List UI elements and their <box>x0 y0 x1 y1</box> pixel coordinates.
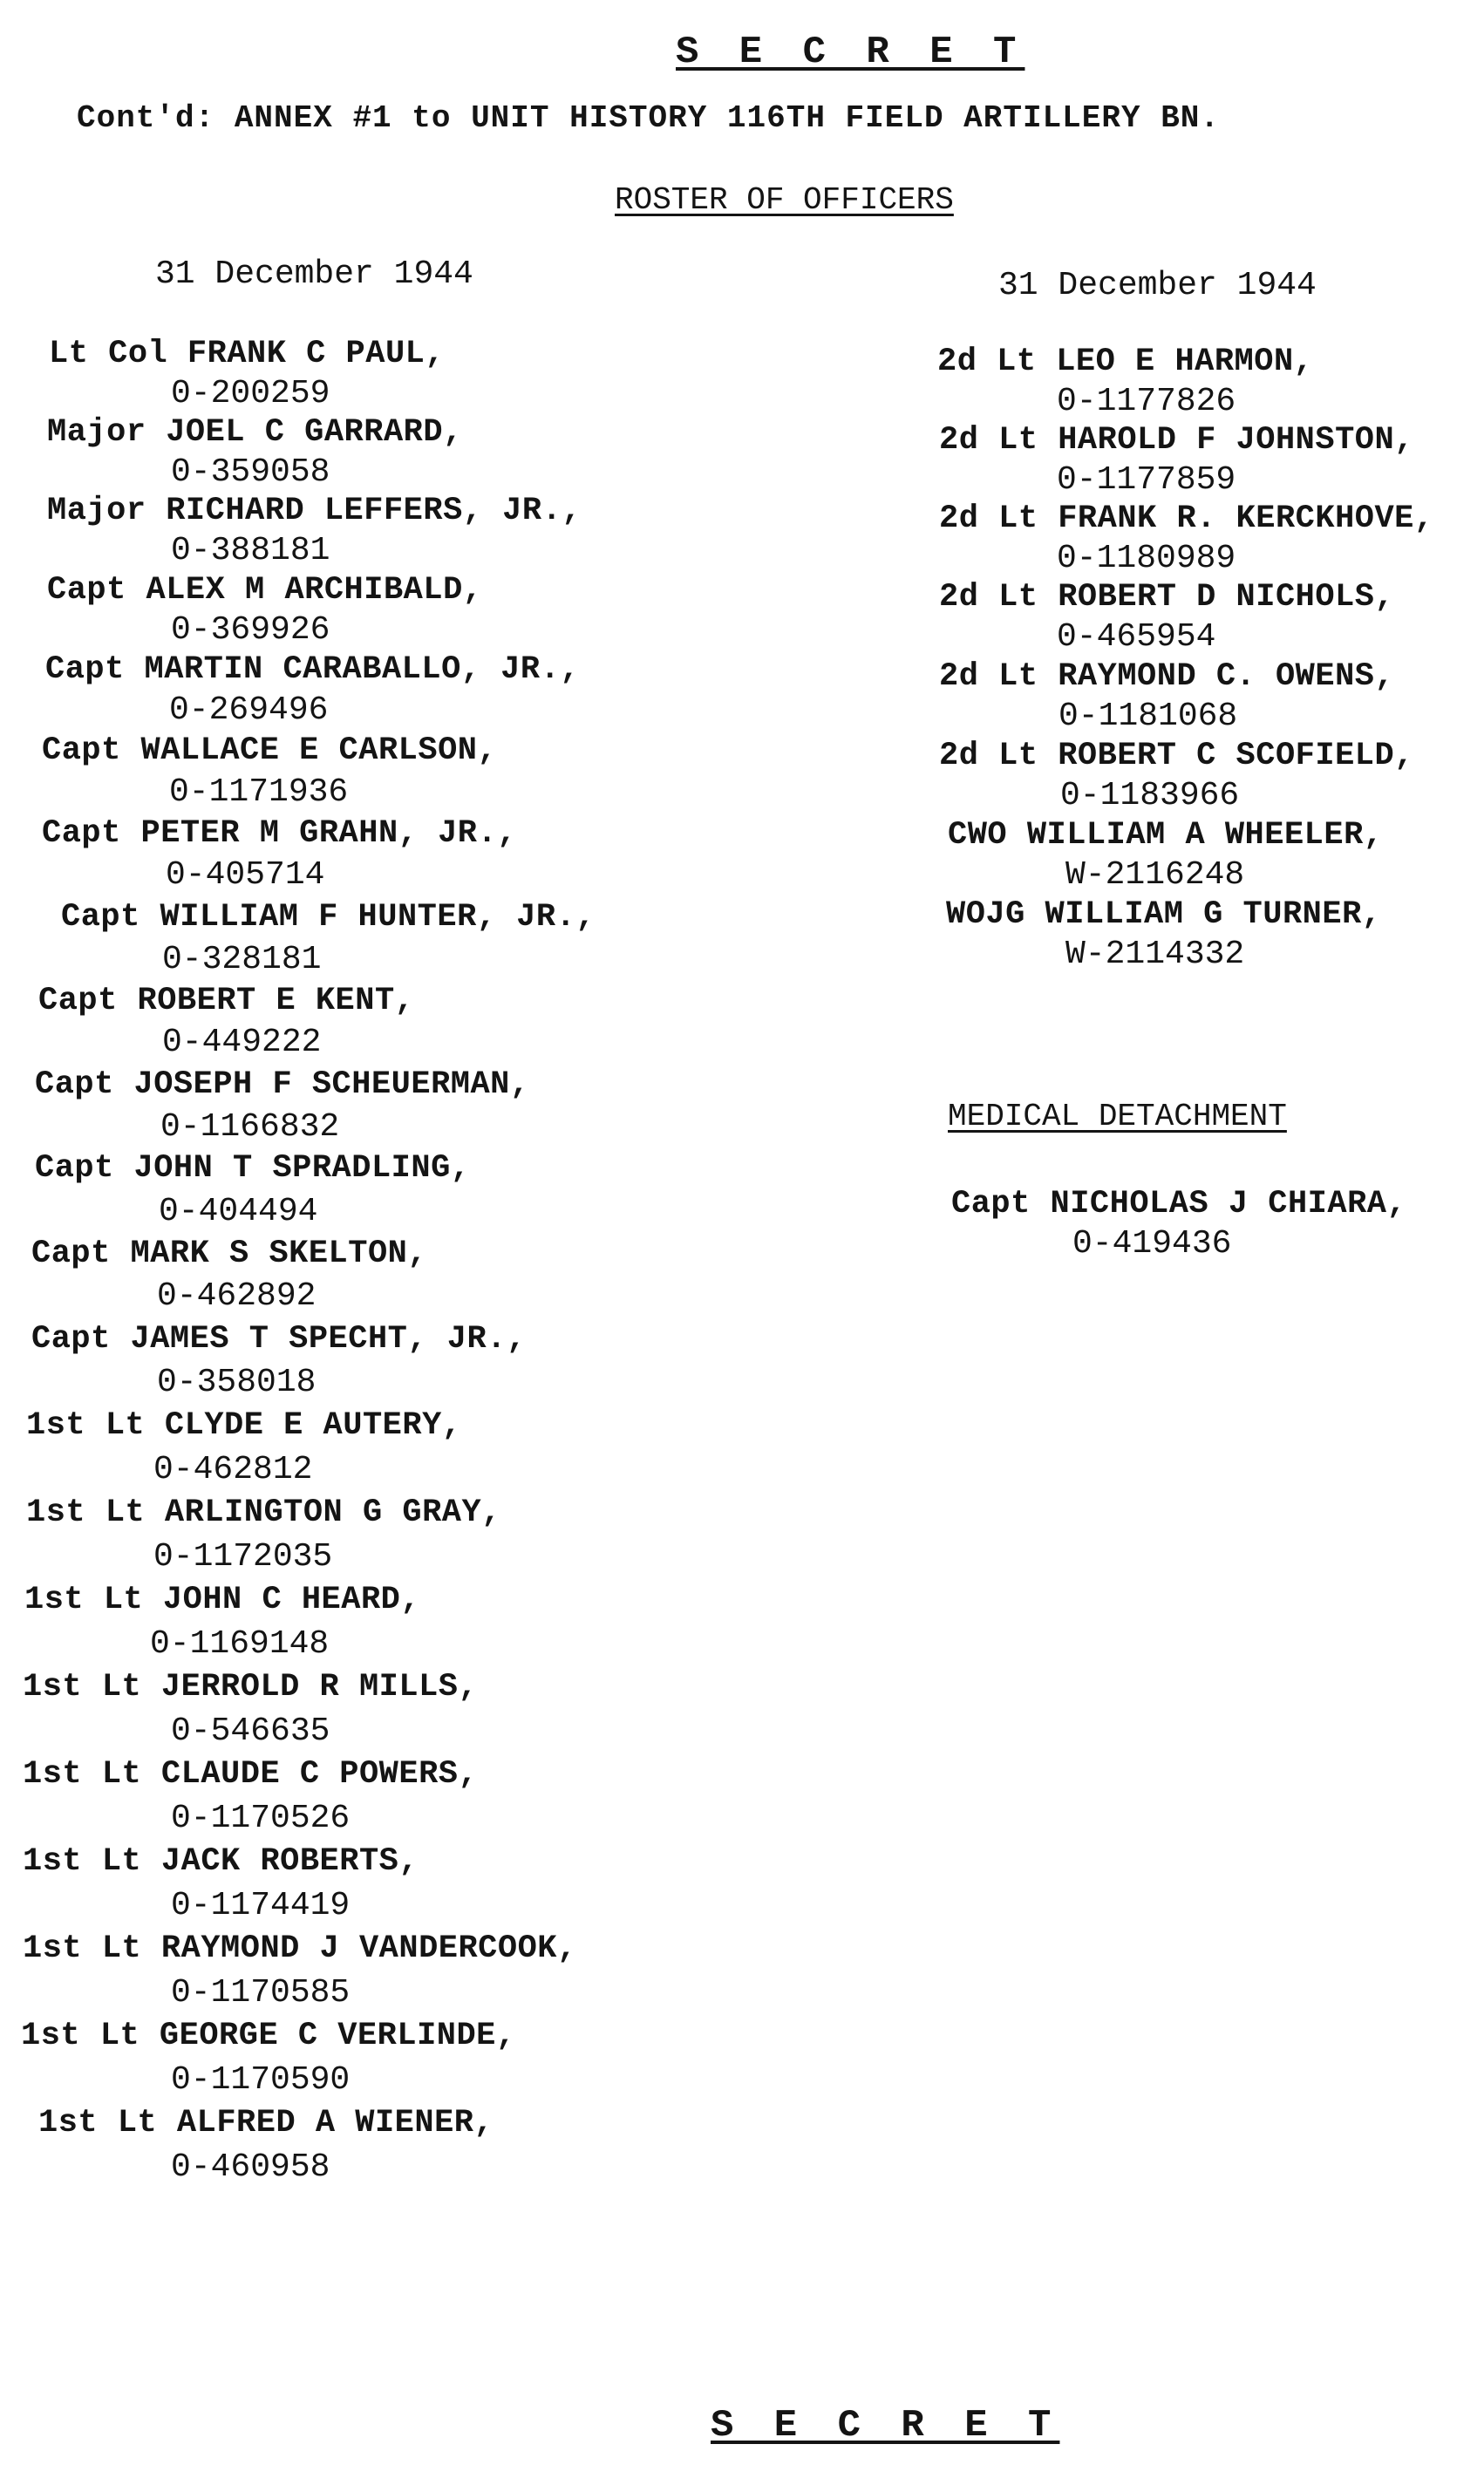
officer-name: Capt MARTIN CARABALLO, JR., <box>45 651 580 688</box>
left-column-date: 31 December 1944 <box>155 255 473 293</box>
officer-serial: 0-1181068 <box>1059 698 1238 735</box>
officer-name: Major JOEL C GARRARD, <box>47 414 463 451</box>
classification-bottom: S E C R E T <box>711 2404 1060 2448</box>
officer-name: 1st Lt ARLINGTON G GRAY, <box>26 1494 501 1531</box>
medical-detachment-title: MEDICAL DETACHMENT <box>948 1099 1287 1134</box>
officer-name: Lt Col FRANK C PAUL, <box>49 336 446 372</box>
officer-name: 1st Lt GEORGE C VERLINDE, <box>21 2018 516 2054</box>
officer-serial: 0-1171936 <box>169 773 349 811</box>
officer-serial: 0-1177859 <box>1057 461 1236 499</box>
officer-serial: 0-1170590 <box>171 2061 351 2099</box>
officer-name: 1st Lt CLAUDE C POWERS, <box>23 1756 479 1793</box>
officer-serial: 0-419436 <box>1072 1225 1232 1263</box>
officer-name: Major RICHARD LEFFERS, JR., <box>47 493 582 529</box>
officer-name: 1st Lt ALFRED A WIENER, <box>38 2105 494 2141</box>
officer-name: Capt JOHN T SPRADLING, <box>35 1150 471 1187</box>
officer-serial: 0-462812 <box>153 1451 313 1488</box>
officer-serial: 0-1174419 <box>171 1887 351 1924</box>
roster-title: ROSTER OF OFFICERS <box>615 182 954 218</box>
officer-serial: 0-269496 <box>169 691 329 729</box>
officer-name: 1st Lt JACK ROBERTS, <box>23 1843 419 1880</box>
officer-name: 2d Lt LEO E HARMON, <box>937 344 1314 380</box>
officer-name: 1st Lt RAYMOND J VANDERCOOK, <box>23 1930 577 1967</box>
officer-serial: 0-1183966 <box>1060 777 1240 814</box>
officer-serial: 0-462892 <box>157 1277 317 1315</box>
officer-name: Capt NICHOLAS J CHIARA, <box>951 1186 1407 1222</box>
officer-name: 2d Lt FRANK R. KERCKHOVE, <box>939 500 1434 537</box>
officer-serial: 0-200259 <box>171 375 330 412</box>
officer-name: 2d Lt HAROLD F JOHNSTON, <box>939 422 1414 459</box>
officer-name: 1st Lt JOHN C HEARD, <box>24 1582 421 1618</box>
officer-name: Capt JOSEPH F SCHEUERMAN, <box>35 1066 530 1103</box>
officer-serial: W-2116248 <box>1065 856 1245 894</box>
officer-serial: 0-1170526 <box>171 1800 351 1837</box>
officer-name: Capt MARK S SKELTON, <box>31 1236 428 1272</box>
officer-serial: 0-328181 <box>162 941 322 978</box>
officer-serial: W-2114332 <box>1065 936 1245 973</box>
officer-serial: 0-369926 <box>171 611 330 649</box>
officer-name: 2d Lt ROBERT D NICHOLS, <box>939 579 1395 616</box>
officer-name: WOJG WILLIAM G TURNER, <box>946 896 1382 933</box>
officer-name: Capt ALEX M ARCHIBALD, <box>47 572 483 609</box>
officer-serial: 0-1166832 <box>160 1108 340 1146</box>
officer-name: Capt PETER M GRAHN, JR., <box>42 815 517 852</box>
officer-serial: 0-1177826 <box>1057 383 1236 420</box>
officer-serial: 0-405714 <box>166 856 325 894</box>
officer-serial: 0-1172035 <box>153 1538 333 1576</box>
classification-top: S E C R E T <box>676 31 1025 74</box>
officer-serial: 0-359058 <box>171 453 330 491</box>
officer-serial: 0-449222 <box>162 1024 322 1061</box>
right-column-date: 31 December 1944 <box>998 267 1317 304</box>
officer-serial: 0-465954 <box>1057 618 1216 656</box>
officer-serial: 0-1169148 <box>150 1625 330 1663</box>
officer-name: 1st Lt CLYDE E AUTERY, <box>26 1407 462 1444</box>
officer-name: Capt WILLIAM F HUNTER, JR., <box>61 899 596 936</box>
officer-name: Capt JAMES T SPECHT, JR., <box>31 1321 527 1358</box>
officer-serial: 0-1170585 <box>171 1974 351 2012</box>
officer-name: Capt WALLACE E CARLSON, <box>42 732 498 769</box>
officer-serial: 0-460958 <box>171 2148 330 2186</box>
officer-serial: 0-358018 <box>157 1364 317 1401</box>
officer-serial: 0-546635 <box>171 1712 330 1750</box>
officer-name: 2d Lt ROBERT C SCOFIELD, <box>939 738 1414 774</box>
officer-name: Capt ROBERT E KENT, <box>38 983 415 1019</box>
officer-serial: 0-404494 <box>159 1193 318 1230</box>
document-heading: Cont'd: ANNEX #1 to UNIT HISTORY 116TH FIELD ARTILLERY BN. <box>77 100 1221 136</box>
officer-name: 1st Lt JERROLD R MILLS, <box>23 1669 479 1705</box>
officer-name: CWO WILLIAM A WHEELER, <box>948 817 1384 854</box>
officer-serial: 0-388181 <box>171 532 330 569</box>
officer-serial: 0-1180989 <box>1057 540 1236 577</box>
officer-name: 2d Lt RAYMOND C. OWENS, <box>939 658 1395 695</box>
